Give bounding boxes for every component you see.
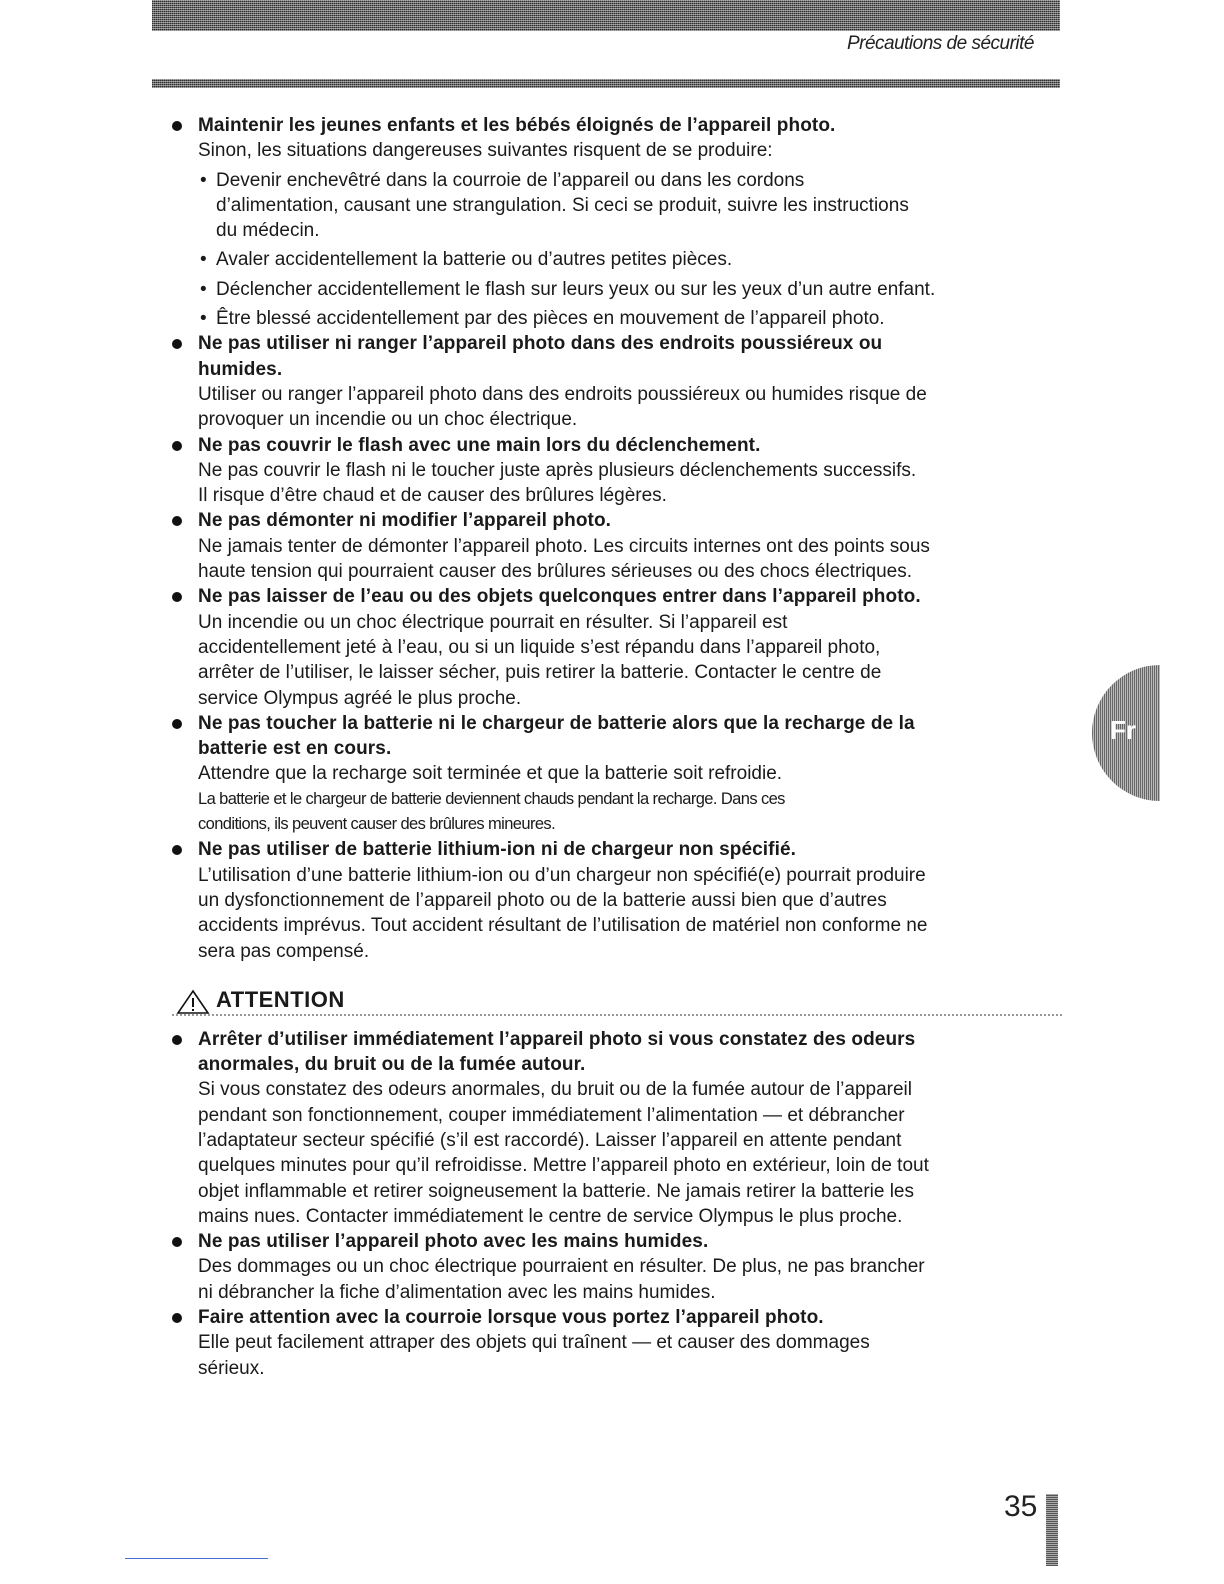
text-line: service Olympus agréé le plus proche. [198, 687, 522, 709]
text-line: Ne pas toucher la batterie ni le chargeur de batterie alors que la recharge de la [198, 712, 915, 734]
warning-triangle-icon [176, 989, 210, 1015]
page-edge-bar [1046, 1494, 1058, 1566]
text-line: Ne jamais tenter de démonter l’appareil photo. Les circuits internes ont des points sous [198, 535, 930, 557]
precaution-item [172, 1027, 1052, 1229]
section-title: Précautions de sécurité [846, 33, 1034, 54]
precaution-title [198, 711, 1052, 762]
text-line: Ne pas couvrir le flash avec une main lors du déclenchement. [198, 434, 761, 456]
attention-heading [172, 987, 1052, 1017]
precaution-item [172, 711, 1052, 837]
text-line: Ne pas démonter ni modifier l’appareil photo. [198, 510, 612, 532]
text-line: Elle peut facilement attraper des objets qui traînent — et causer des dommages [198, 1332, 870, 1354]
sub-bullet-icon: • [200, 249, 207, 271]
text-line: Sinon, les situations dangereuses suivantes risquent de se produire: [198, 140, 773, 162]
text-line: accidentellement jeté à l’eau, ou si un liquide s’est répandu dans l’appareil photo, [198, 636, 881, 658]
bullet-icon [172, 1237, 182, 1247]
bullet-icon [172, 719, 182, 729]
sub-bullet-text [216, 247, 1052, 272]
sub-bullet-item [198, 277, 1052, 302]
text-line: La batterie et le chargeur de batterie deviennent chauds pendant la recharge. Dans ces [198, 789, 785, 808]
text-line: objet inflammable et retirer soigneusement la batterie. Ne jamais retirer la batterie les [198, 1180, 914, 1202]
bullet-icon [172, 516, 182, 526]
bullet-icon [172, 845, 182, 855]
precaution-title [198, 433, 1052, 458]
precaution-item [172, 837, 1052, 963]
bullet-icon [172, 1035, 182, 1045]
text-line: Ne pas couvrir le flash ni le toucher juste après plusieurs déclenchements successifs. [198, 459, 917, 481]
text-line: Si vous constatez des odeurs anormales, du bruit ou de la fumée autour de l’appareil [198, 1079, 912, 1101]
language-tab [1092, 665, 1160, 801]
precaution-body [198, 1330, 1052, 1381]
precaution-body [198, 458, 1052, 509]
precaution-title [198, 584, 1052, 609]
precaution-item [172, 113, 1052, 331]
attention-list [172, 1027, 1052, 1381]
precaution-title [198, 113, 1052, 138]
text-line: d’alimentation, causant une strangulation. Si ceci se produit, suivre les instructions [216, 194, 909, 216]
precaution-item [172, 331, 1052, 432]
text-line: Déclencher accidentellement le flash sur leurs yeux ou sur les yeux d’un autre enfant. [216, 278, 936, 300]
precaution-body [198, 610, 1052, 711]
page-number: 35 [1004, 1490, 1038, 1523]
attention-rule [172, 1014, 1062, 1016]
sub-bullet-icon: • [200, 308, 207, 330]
precaution-title [198, 508, 1052, 533]
header-rule [152, 79, 1060, 88]
text-line: Avaler accidentellement la batterie ou d’autres petites pièces. [216, 249, 733, 271]
precaution-body [198, 761, 1052, 786]
precaution-item [172, 584, 1052, 710]
sub-bullet-item [198, 247, 1052, 272]
text-line: Ne pas utiliser ni ranger l’appareil photo dans des endroits poussiéreux ou [198, 333, 883, 355]
sub-bullet-icon: • [200, 278, 207, 300]
precaution-title [198, 1229, 1052, 1254]
text-line: sérieux. [198, 1357, 265, 1379]
sub-bullet-text [216, 277, 1052, 302]
text-line: L’utilisation d’une batterie lithium-ion ou d’un chargeur non spécifié(e) pourrait produire [198, 864, 926, 886]
text-line: quelques minutes pour qu’il refroidisse. Mettre l’appareil photo en extérieur, loin de tout [198, 1155, 929, 1177]
text-line: ni débrancher la fiche d’alimentation avec les mains humides. [198, 1281, 716, 1303]
precaution-item [172, 1305, 1052, 1381]
sub-bullet-text [216, 306, 1052, 331]
text-line: conditions, ils peuvent causer des brûlures mineures. [198, 815, 556, 834]
precaution-title [198, 837, 1052, 862]
text-line: pendant son fonctionnement, couper immédiatement l’alimentation — et débrancher [198, 1104, 905, 1126]
warning-list [172, 113, 1052, 964]
text-line: du médecin. [216, 220, 320, 242]
language-tab-label: Fr [1110, 715, 1136, 745]
text-line: l’adaptateur secteur spécifié (s’il est raccordé). Laisser l’appareil en attente pendant [198, 1129, 902, 1151]
text-line: Arrêter d’utiliser immédiatement l’appareil photo si vous constatez des odeurs [198, 1028, 916, 1050]
text-line: Utiliser ou ranger l’appareil photo dans des endroits poussiéreux ou humides risque de [198, 383, 927, 405]
text-line: Il risque d’être chaud et de causer des brûlures légères. [198, 485, 667, 507]
text-line: Faire attention avec la courroie lorsque vous portez l’appareil photo. [198, 1307, 824, 1329]
text-line: Des dommages ou un choc électrique pourraient en résulter. De plus, ne pas brancher [198, 1256, 925, 1278]
footer-line [125, 1558, 268, 1559]
text-line: mains nues. Contacter immédiatement le centre de service Olympus le plus proche. [198, 1205, 903, 1227]
precaution-note [198, 787, 1052, 838]
text-line: accidents imprévus. Tout accident résultant de l’utilisation de matériel non conforme ne [198, 915, 928, 937]
sub-bullet-item [198, 168, 1052, 244]
precaution-body [198, 1077, 1052, 1229]
sub-bullet-icon: • [200, 169, 207, 191]
bullet-icon [172, 441, 182, 451]
text-line: Ne pas utiliser l’appareil photo avec les mains humides. [198, 1231, 709, 1253]
bullet-icon [172, 339, 182, 349]
sub-bullet-text [216, 168, 1052, 244]
header-band [152, 0, 1060, 31]
precaution-item [172, 1229, 1052, 1305]
attention-label: ATTENTION [216, 986, 345, 1012]
precaution-item [172, 508, 1052, 584]
bullet-icon [172, 121, 182, 131]
precaution-body [198, 863, 1052, 964]
text-line: batterie est en cours. [198, 738, 392, 760]
text-line: Être blessé accidentellement par des pièces en mouvement de l’appareil photo. [216, 308, 885, 330]
text-line: un dysfonctionnement de l’appareil photo ou de la batterie aussi bien que d’autres [198, 889, 887, 911]
text-line: humides. [198, 358, 283, 380]
sub-bullet-item [198, 306, 1052, 331]
text-line: Ne pas utiliser de batterie lithium-ion ni de chargeur non spécifié. [198, 839, 797, 861]
text-line: arrêter de l’utiliser, le laisser sécher, puis retirer la batterie. Contacter le centre de [198, 662, 882, 684]
bullet-icon [172, 592, 182, 602]
precaution-title [198, 1027, 1052, 1078]
precaution-item [172, 433, 1052, 509]
text-line: provoquer un incendie ou un choc électrique. [198, 409, 578, 431]
text-line: Un incendie ou un choc électrique pourrait en résulter. Si l’appareil est [198, 611, 788, 633]
precaution-body [198, 138, 1052, 163]
text-line: Maintenir les jeunes enfants et les bébés éloignés de l’appareil photo. [198, 115, 836, 136]
text-line: Devenir enchevêtré dans la courroie de l’appareil ou dans les cordons [216, 169, 805, 191]
precaution-body [198, 1254, 1052, 1305]
text-line: Ne pas laisser de l’eau ou des objets quelconques entrer dans l’appareil photo. [198, 586, 921, 608]
precaution-body [198, 534, 1052, 585]
page-content [172, 113, 1052, 1381]
precaution-title [198, 331, 1052, 382]
bullet-icon [172, 1313, 182, 1323]
text-line: Attendre que la recharge soit terminée et que la batterie soit refroidie. [198, 763, 783, 785]
text-line: haute tension qui pourraient causer des brûlures sérieuses ou des chocs électriques. [198, 561, 912, 583]
text-line: sera pas compensé. [198, 940, 370, 962]
text-line: anormales, du bruit ou de la fumée autour. [198, 1054, 586, 1076]
precaution-title [198, 1305, 1052, 1330]
precaution-body [198, 382, 1052, 433]
